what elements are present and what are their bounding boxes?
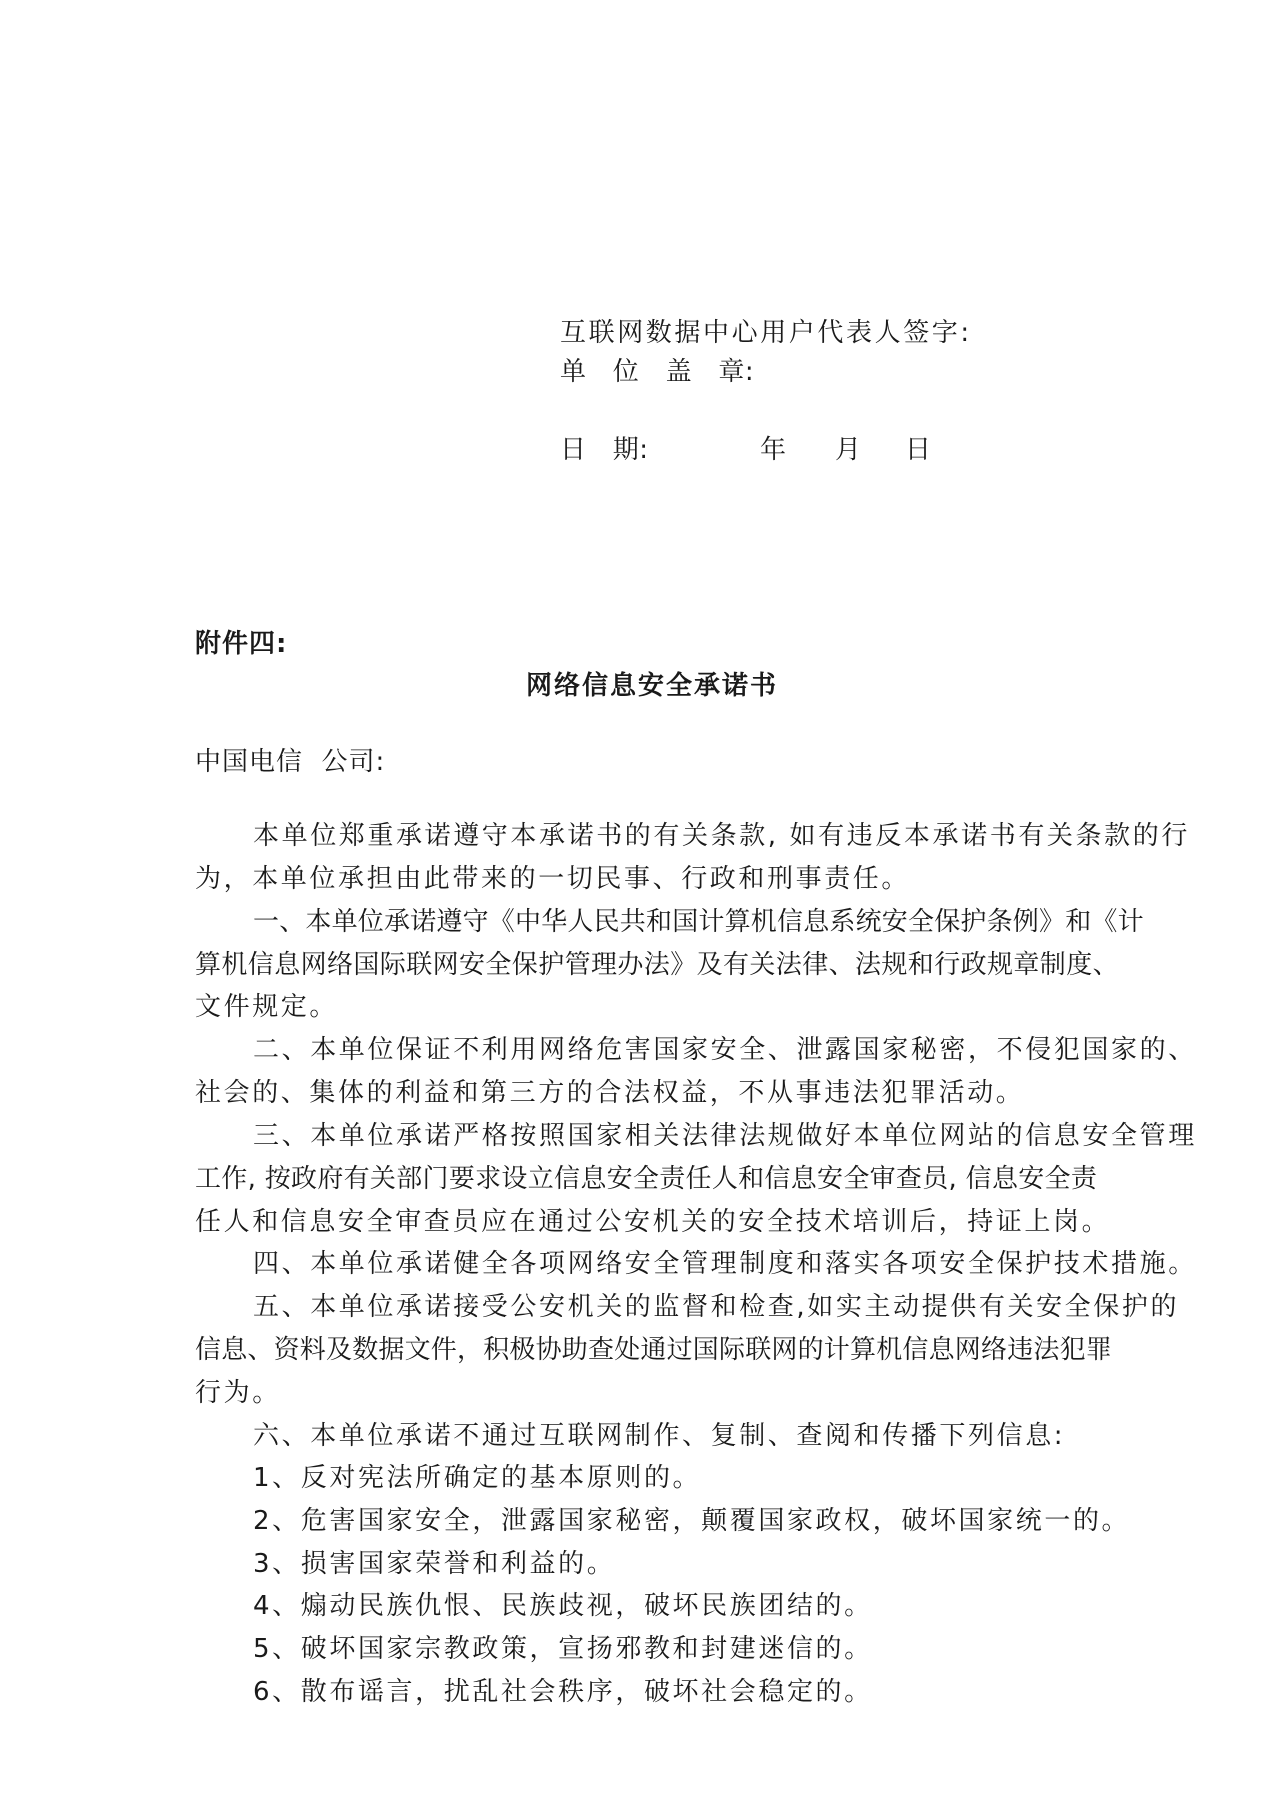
document-title: 网络信息安全承诺书 [526,671,779,701]
body-line: 本单位郑重承诺遵守本承诺书的有关条款, 如有违反本承诺书有关条款的行 [253,821,1190,851]
body-line: 一、本单位承诺遵守《中华人民共和国计算机信息系统安全保护条例》和《计 [253,907,1144,937]
body-line: 二、本单位保证不利用网络危害国家安全、泄露国家秘密，不侵犯国家的、 [253,1035,1197,1065]
body-line: 五、本单位承诺接受公安机关的监督和检查,如实主动提供有关安全保护的 [253,1292,1180,1322]
date-day-label: 日 [905,435,934,465]
body-line: 四、本单位承诺健全各项网络安全管理制度和落实各项安全保护技术措施。 [253,1249,1197,1279]
list-item: 4、煽动民族仇恨、民族歧视，破坏民族团结的。 [253,1591,873,1621]
list-item: 6、散布谣言，扰乱社会秩序，破坏社会稳定的。 [253,1677,873,1707]
body-line: 文件规定。 [195,992,339,1022]
attachment-label: 附件四: [195,629,288,659]
list-item: 1、反对宪法所确定的基本原则的。 [253,1463,702,1493]
date-year-label: 年 [760,435,789,465]
body-line: 社会的、集体的利益和第三方的合法权益，不从事违法犯罪活动。 [195,1078,1025,1108]
body-line: 为，本单位承担由此带来的一切民事、行政和刑事责任。 [195,864,911,894]
date-label: 日 期: [560,435,649,465]
list-item: 5、破坏国家宗教政策，宣扬邪教和封建迷信的。 [253,1634,873,1664]
seal-label: 单 位 盖 章: [560,357,755,387]
body-line: 任人和信息安全审查员应在通过公安机关的安全技术培训后，持证上岗。 [195,1207,1111,1237]
date-month-label: 月 [835,435,864,465]
addressee: 中国电信 公司: [195,747,386,777]
body-line: 工作, 按政府有关部门要求设立信息安全责任人和信息安全审查员, 信息安全责 [195,1164,1098,1194]
body-line: 算机信息网络国际联网安全保护管理办法》及有关法律、法规和行政规章制度、 [195,950,1120,980]
body-line: 六、本单位承诺不通过互联网制作、复制、查阅和传播下列信息: [253,1421,1066,1451]
body-line: 三、本单位承诺严格按照国家相关法律法规做好本单位网站的信息安全管理 [253,1121,1197,1151]
body-line: 行为。 [195,1378,281,1408]
list-item: 3、损害国家荣誉和利益的。 [253,1549,616,1579]
list-item: 2、危害国家安全，泄露国家秘密，颠覆国家政权，破坏国家统一的。 [253,1506,1131,1536]
body-line: 信息、资料及数据文件，积极协助查处通过国际联网的计算机信息网络违法犯罪 [195,1335,1113,1365]
representative-signature-label: 互联网数据中心用户代表人签字: [560,318,972,348]
